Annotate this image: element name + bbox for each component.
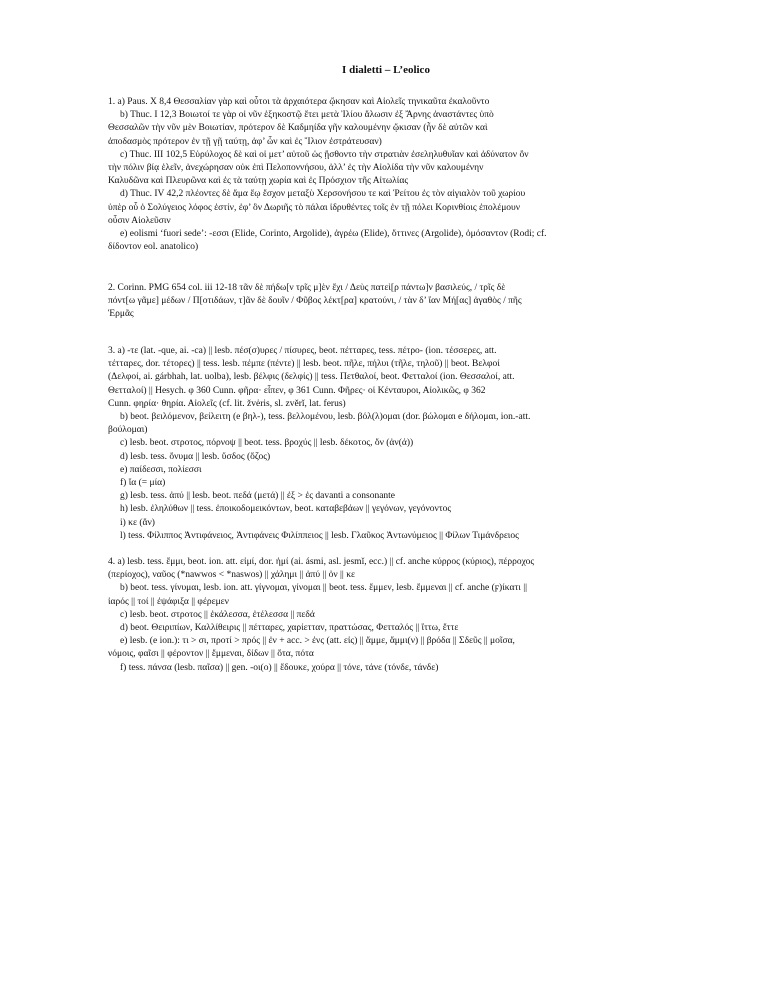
text-line: (περίοχος), ναῦος (*nawwos < *naswos) || χάλημι || ἀπύ || ὀν || κε (108, 570, 355, 581)
section-4 (108, 556, 664, 675)
text-line: Καλυδῶνα καὶ Πλευρῶνα καὶ ἐς τὰ ταύτῃ χωρία καὶ ἐς Πρόσχιον τῆς Αἰτωλίας (108, 176, 409, 187)
text-line: 4. a) lesb. tess. ἔμμι, beot. ion. att. εἰμί, dor. ἠμί (ai. ásmi, asl. jesmĭ, ecc.) || cf. anche κύρρος (κύριος), πέρροχος (108, 557, 535, 567)
text-line: τέτταρες, dor. τέτορες) || tess. lesb. πέμπε (πέντε) || lesb. beot. πῆλε, πήλυι (τῆλε, τηλοῦ) || beot. Βελφοί (108, 359, 500, 370)
text-line: f) tess. πάνσα (lesb. παῖσα) || gen. -οι(ο) || ἔδουκε, χούρα || τόνε, τάνε (τόνδε, τάνδε) (120, 662, 439, 673)
text-line: Ἑρμᾶς (108, 309, 134, 320)
text-line: πόντ[ω γᾶμε] μέδων / Π[οτιδάων, τ]ᾶν δὲ δουῖν / Φῦβος λέκτ[ρα] κρατούνι, / τὰν δ’ ἴαν Μή[ας] ἀγαθὸς / πῆς (108, 296, 522, 307)
section-2 (108, 282, 664, 322)
text-line: b) Thuc. I 12,3 Βοιωτοί τε γὰρ οἱ νῦν ἑξηκοστῷ ἔτει μετὰ Ἰλίου ἅλωσιν ἐξ Ἄρνης ἀναστάντες ὑπὸ (120, 110, 494, 121)
text-line: Θεσσαλῶν τὴν νῦν μὲν Βοιωτίαν, πρότερον δὲ Καδμηίδα γῆν καλουμένην ᾤκισαν (ἦν δὲ αὐτῶν καὶ (108, 123, 488, 134)
text-line: b) beot. tess. γίνυμαι, lesb. ion. att. γίγνομαι, γίνομαι || beot. tess. ἔμμεν, lesb. ἔμμεναι || cf. anche (ϝ)ίκατι || (120, 583, 527, 594)
text-line: βούλομαι) (108, 425, 148, 436)
text-line: 2. Corinn. PMG 654 col. iii 12-18 τᾶν δὲ πήδω[ν τρῖς μ]ὲν ἔχι / Δεὺς πατεὶ[ρ πάντω]ν βασιλεύς, / τρῖς δὲ (108, 283, 506, 293)
text-line: f) ἴα (= μία) (120, 478, 166, 489)
text-line: g) lesb. tess. ἀπύ || lesb. beot. πεδά (μετά) || ἐξ > ἐς davanti a consonante (120, 491, 396, 502)
text-line: (Δελφοί, ai. gárbhah, lat. uolba), lesb. βέλφις (δελφίς) || tess. Πετθαλοί, beot. Φετταλοί (ion. Θεσσαλοί, att. (108, 372, 515, 383)
text-line: Cunn. φηρία· θηρία. Αἰολεῖς (cf. lit. žvėris, sl. zvěrĭ, lat. ferus) (108, 398, 346, 409)
text-line: ἰαρός || τοί || ἐψάφιξα || φέρεμεν (108, 596, 229, 607)
text-line: e) lesb. (e ion.): τι > σι, προτί > πρός || ἐν + acc. > ἐνς (att. εἰς) || ἄμμε, ἄμμι(ν) || βρόδα || Σδεῦς || μοῖσα, (120, 636, 515, 647)
text-line: e) παίδεσσι, πολίεσσι (120, 464, 202, 475)
text-line: οὖσιν Αἰολεῦσιν (108, 215, 171, 226)
text-line: c) Thuc. III 102,5 Εὐρύλοχος δὲ καὶ οἱ μετ’ αὐτοῦ ὡς ᾔσθοντο τὴν στρατιὰν ἐσεληλυθυῖαν καὶ ἀδύνατον ὂν (120, 149, 529, 160)
section-1 (108, 96, 664, 254)
text-line: Θετταλοί) || Hesych. φ 360 Cunn. φῆρα· εἶπεν, φ 361 Cunn. Φῆρες· οἱ Κένταυροι, Αἰολικῶς, φ 362 (108, 385, 486, 396)
text-line: ἀποδασμὸς πρότερον ἐν τῇ γῇ ταύτῃ, ἀφ’ ὧν καὶ ἐς Ἴλιον ἐστράτευσαν) (108, 136, 382, 147)
text-line: ὑπὲρ οὗ ὁ Σολύγειος λόφος ἐστίν, ἐφ’ ὃν Δωριῆς τὸ πάλαι ἱδρυθέντες τοῖς ἐν τῇ πόλει Κορινθίοις ἐπολέμουν (108, 202, 521, 213)
text-line: e) eolismi ‘fuori sede’: -εσσι (Elide, Corinto, Argolide), ἀγρέω (Elide), ὅττινες (Argolide), ὀμόσαντον (Rodi; cf. (120, 229, 547, 240)
text-line: d) Thuc. IV 42,2 πλέοντες δὲ ἅμα ἕῳ ἔσχον μεταξὺ Χερσονήσου τε καὶ Ῥείτου ἐς τὸν αἰγιαλὸν τοῦ χωρίου (120, 189, 526, 200)
text-line: τὴν πόλιν βίᾳ ἑλεῖν, ἀνεχώρησαν οὐκ ἐπὶ Πελοποννήσου, ἀλλ’ ἐς τὴν Αἰολίδα τὴν νῦν καλουμένην (108, 163, 484, 174)
text-line: d) beot. Θειριπίων, Καλλίθειρις || πέτταρες, χαρίετταν, πραττώσας, Φετταλός || ἴττω, ἔττε (120, 623, 459, 634)
text-line: l) tess. Φίλιππος Ἀντιφάνειος, Ἀντιφάνεις Φιλίππειος || lesb. Γλαῦκος Ἀντωνύμειος || Φίλων Τιμάνδρειος (120, 530, 519, 541)
text-line: c) lesb. beot. στροτος || ἐκάλεσσα, ἐτέλεσσα || πεδά (120, 609, 315, 620)
text-line: 3. a) -τε (lat. -que, ai. -ca) || lesb. πέσ(σ)υρες / πίσυρες, beot. πέτταρες, tess. πέτρο- (ion. τέσσερες, att. (108, 346, 497, 356)
page-title: I dialetti – L’eolico (342, 64, 430, 76)
section-3 (108, 345, 664, 543)
text-line: d) lesb. tess. ὄνυμα || lesb. ὕσδος (ὄζος) (120, 451, 271, 462)
text-line: b) beot. βειλόμενον, βείλειτη (e βηλ-), tess. βελλομένου, lesb. βόλ(λ)ομαι (dor. βώλομαι e δήλομαι, ion.-att. (120, 412, 531, 423)
text-line: h) lesb. ἐληλύθων || tess. ἐποικοδομεικόντων, beot. καταβεβάων || γεγόνων, γεγόνοντος (120, 504, 452, 515)
text-line: δίδοντον eol. anatolico) (108, 242, 199, 253)
text-line: νόμοις, φαῖσι || φέροντον || ἔμμεναι, δίδων || ὄτα, πότα (108, 649, 314, 660)
text-line: i) κε (ἄν) (120, 517, 155, 528)
text-line: c) lesb. beot. στροτος, πόρνοψ || beot. tess. βροχύς || lesb. δέκοτος, ὄν (ἀν(ά)) (120, 438, 414, 449)
text-line: 1. a) Paus. X 8,4 Θεσσαλίαν γὰρ καὶ οὗτοι τὰ ἀρχαιότερα ᾤκησαν καὶ Αἰολεῖς τηνικαῦτα ἐκαλοῦντο (108, 97, 490, 107)
